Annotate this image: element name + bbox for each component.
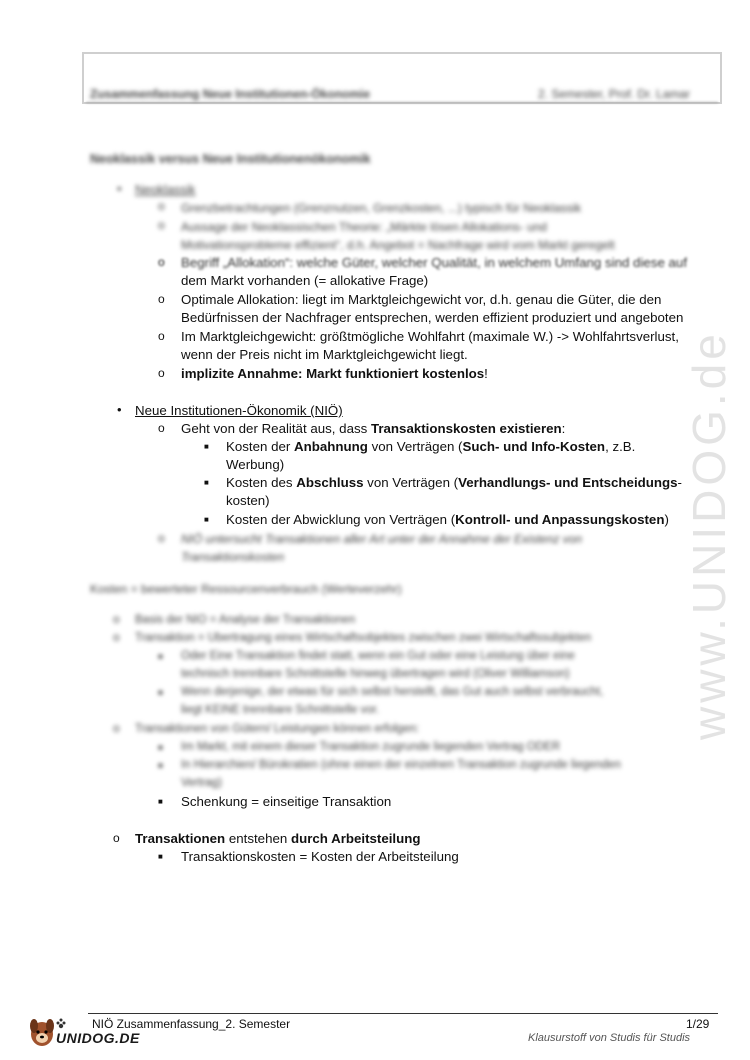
text-line: Im Marktgleichgewicht: größtmögliche Wohlfahrt (maximale W.) -> Wohlfahrtsverlust,	[181, 329, 679, 344]
header-right: 2. Semester, Prof. Dr. Lamar	[538, 87, 691, 101]
blur-line: Transaktionskosten	[181, 550, 285, 564]
header-rule	[86, 102, 718, 103]
text-line: Optimale Allokation: liegt im Marktgleichgewicht vor, d.h. genau die Güter, die den	[181, 292, 662, 307]
blur-heading: Kosten = bewerteter Ressourcenverbrauch (Werteverzehr)	[90, 582, 402, 596]
neoklassik-label: Neoklassik	[135, 183, 196, 197]
blur-line: Vertrag)	[181, 777, 222, 789]
transaktionskosten-line: Transaktionskosten = Kosten der Arbeitsteilung	[181, 849, 459, 864]
cost-item-abwicklung: Kosten der Abwicklung von Verträgen (Kontroll- und Anpassungskosten)	[226, 512, 669, 527]
square-bullet-icon: ■	[158, 652, 163, 661]
blur-line: Wenn derjenige, der etwas für sich selbst herstellt, das Gut auch selbst verbraucht,	[181, 686, 604, 698]
cost-item-abschluss-cont: kosten)	[226, 493, 270, 508]
square-bullet-icon: ■	[204, 478, 209, 487]
circle-bullet-icon: o	[158, 531, 165, 545]
watermark: www.UNIDOG.de	[683, 330, 735, 740]
implicit-assumption: implizite Annahme: Markt funktioniert kostenlos!	[181, 366, 488, 381]
bullet-icon: •	[117, 181, 122, 196]
header-title: Zusammenfassung Neue Institutionen-Ökonomie	[90, 87, 371, 101]
blur-line: Transaktionen von Gütern/ Leistungen können erfolgen:	[135, 723, 420, 735]
circle-bullet-icon: o	[158, 329, 165, 343]
blur-line: Aussage der Neoklassischen Theorie: „Märkte lösen Allokations- und	[181, 220, 547, 234]
circle-bullet-icon: o	[158, 218, 165, 232]
text-line: dem Markt vorhanden (= allokative Frage)	[181, 273, 429, 288]
bullet-icon: •	[117, 402, 122, 417]
logo-text: UNIDOG.DE	[56, 1030, 140, 1046]
nioe-label: Neue Institutionen-Ökonomik (NIÖ)	[135, 403, 343, 418]
footer-document-name: NIÖ Zusammenfassung_2. Semester	[92, 1017, 291, 1031]
square-bullet-icon: ■	[158, 688, 163, 697]
circle-bullet-icon: o	[113, 630, 120, 644]
text-line: wenn der Preis nicht im Marktgleichgewicht liegt.	[181, 347, 468, 362]
circle-bullet-icon: o	[158, 421, 165, 435]
blur-line: In Hierarchien/ Bürokratien (ohne einen der einzelnen Transaktion zugrunde liegenden	[181, 759, 621, 771]
square-bullet-icon: ■	[158, 761, 163, 770]
cost-item-abschluss: Kosten des Abschluss von Verträgen (Verhandlungs- und Entscheidungs-	[226, 475, 682, 490]
circle-bullet-icon: o	[113, 612, 120, 626]
blur-line: Grenzbetrachtungen (Grenznutzen, Grenzkosten, ...) typisch für Neoklassik	[181, 201, 582, 215]
cost-item-anbahnung-cont: Werbung)	[226, 457, 285, 472]
blur-line: technisch trennbare Schnittstelle hinweg übertragen wird (Oliver Williamson)	[181, 668, 570, 680]
footer-rule	[88, 1013, 718, 1014]
circle-bullet-icon: o	[113, 831, 120, 845]
text-line: Bedürfnissen der Nachfrager entsprechen, werden effizient produziert und angeboten	[181, 310, 684, 325]
blur-line: Oder Eine Transaktion findet statt, wenn ein Gut oder eine Leistung über eine	[181, 650, 575, 662]
square-bullet-icon: ■	[204, 442, 209, 451]
blur-line: Basis der NIÖ = Analyse der Transaktionen	[135, 614, 356, 626]
cost-item-anbahnung: Kosten der Anbahnung von Verträgen (Such- und Info-Kosten, z.B.	[226, 439, 636, 454]
blur-line: NIÖ untersucht Transaktionen aller Art unter der Annahme der Existenz von	[181, 532, 583, 546]
schenkung-line: Schenkung = einseitige Transaktion	[181, 794, 392, 809]
transaktionen-line: Transaktionen entstehen durch Arbeitsteilung	[135, 831, 421, 846]
nioe-statement: Geht von der Realität aus, dass Transaktionskosten existieren:	[181, 421, 566, 436]
circle-bullet-icon: o	[158, 255, 165, 269]
square-bullet-icon: ■	[158, 797, 163, 806]
circle-bullet-icon: o	[158, 292, 165, 306]
blur-line: Transaktion = Übertragung eines Wirtschaftsobjektes zwischen zwei Wirtschaftssubjekten	[135, 632, 592, 644]
page-number: 1/29	[686, 1017, 710, 1031]
circle-bullet-icon: o	[158, 199, 165, 213]
circle-bullet-icon: o	[158, 366, 165, 380]
blur-line: liegt KEINE trennbare Schnittstelle vor.	[181, 704, 380, 716]
footer-slogan: Klausurstoff von Studis für Studis	[528, 1032, 691, 1044]
section-heading: Neoklassik versus Neue Institutionenökonomik	[90, 152, 371, 166]
blur-line: Im Markt, mit einem dieser Transaktion zugrunde liegenden Vertrag ODER	[181, 741, 561, 753]
blur-line: Begriff „Allokation“: welche Güter, welcher Qualität, in welchem Umfang sind diese auf	[181, 255, 688, 270]
square-bullet-icon: ■	[158, 743, 163, 752]
blur-line: Motivationsprobleme effizient“, d.h. Angebot = Nachfrage wird vom Markt geregelt	[181, 238, 615, 252]
square-bullet-icon: ■	[204, 515, 209, 524]
circle-bullet-icon: o	[113, 721, 120, 735]
square-bullet-icon: ■	[158, 852, 163, 861]
